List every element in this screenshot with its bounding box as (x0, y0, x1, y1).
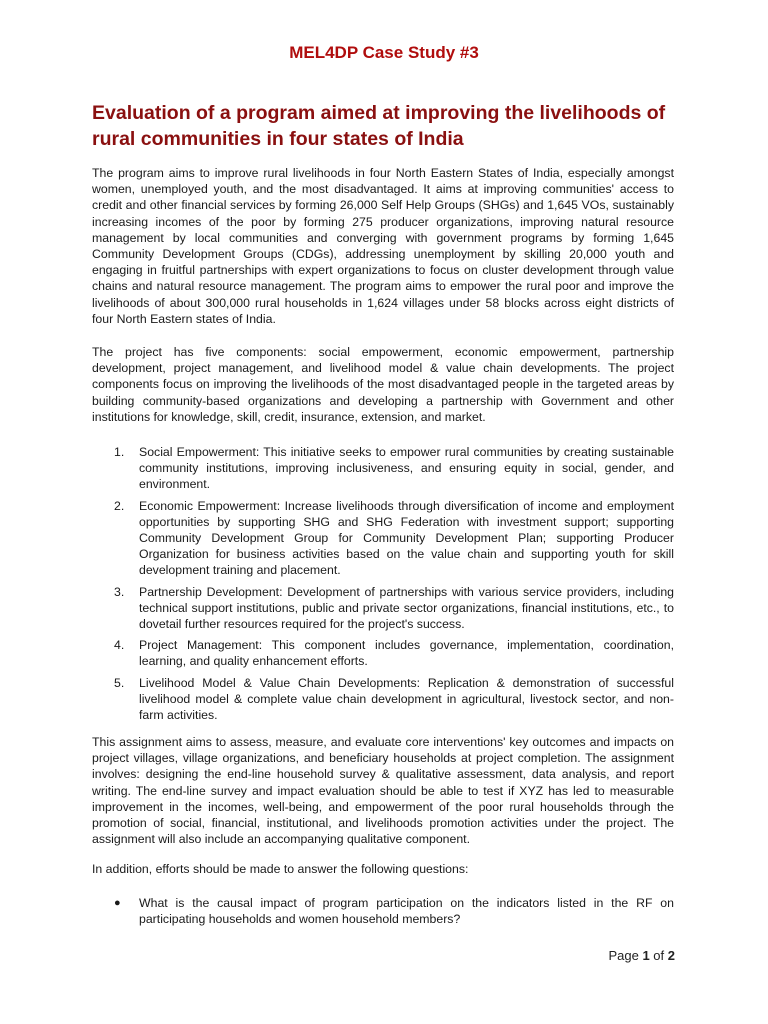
list-number: 4. (114, 638, 125, 653)
list-item-text: Economic Empowerment: Increase livelihoods through diversification of income and employment opportunities by supporting SHG and SHG Federation with investment support; supporting Community Development Group for Community Development Plan; supporting Producer Organization for business activities based on the value chain and supporting youth for skill development training and placement. (139, 498, 674, 578)
intro-paragraph: The program aims to improve rural livelihoods in four North Eastern States of India, especially amongst women, unemployed youth, and the most disadvantaged. It aims at improving communities' access to credit and other financial services by forming 26,000 Self Help Groups (SHGs) and 1,645 VOs, sustainably increasing incomes of the poor by forming 275 producer organizations, improving natural resource management by local communities and converging with government programs by forming 1,645 Community Development Groups (CDGs), addressing unemployment by skilling 20,000 youth and engaging in fruitful partnerships with expert organizations to focus on cluster development through value chains and natural resource management. The program aims to empower the rural poor and improve the livelihoods of about 300,000 rural households in 1,624 villages under 58 blocks across eight districts of four North Eastern states of India. (92, 166, 674, 326)
case-study-header: MEL4DP Case Study #3 (289, 43, 479, 62)
list-item (92, 444, 674, 493)
list-item (92, 895, 674, 927)
page-footer (608, 948, 675, 963)
bullet-icon: ● (114, 897, 121, 909)
assignment-paragraph: This assignment aims to assess, measure, and evaluate core interventions' key outcomes and impacts on project villages, village organizations, and beneficiary households at project completion. The assignment involves: designing the end-line household survey & qualitative assessment, data analysis, and report writing. The end-line survey and impact evaluation should be able to test if XYZ has led to measurable improvement in the incomes, well-being, and empowerment of the poor rural households through the promotion of social, financial, institutional, and livelihoods promotion activities under the project. The assignment will also include an accompanying qualitative component. (92, 735, 674, 847)
list-number: 2. (114, 498, 125, 513)
list-item-text: Partnership Development: Development of partnerships with various service providers, including technical support institutions, public and private sector organizations, financial institutions, etc., to dovetail further resources required for the project's success. (139, 584, 674, 632)
list-item-text: Livelihood Model & Value Chain Developments: Replication & demonstration of successful livelihood model & complete value chain development in agricultural, livestock sector, and non-farm activities. (139, 675, 674, 723)
page-label: Page (608, 948, 639, 963)
question-text: What is the causal impact of program participation on the indicators listed in the RF on participating households and women household members? (139, 896, 674, 927)
list-item-text: Social Empowerment: This initiative seeks to empower rural communities by creating sustainable community institutions, improving inclusiveness, and ensuring equity in social, gender, and environment. (139, 445, 674, 492)
of-label: of (653, 948, 665, 963)
document-title: Evaluation of a program aimed at improving the livelihoods of rural communities in four states of India (92, 102, 666, 150)
components-paragraph: The project has five components: social empowerment, economic empowerment, partnership development, project management, and livelihood model & value chain developments. The project components focus on improving the livelihoods of the most disadvantaged people in the targeted areas by building community-based organizations and developing a partnership with Government and other institutions for knowledge, skill, credit, insurance, extension, and market. (92, 345, 674, 424)
list-item (92, 498, 674, 579)
page-current: 1 (642, 948, 650, 963)
questions-list (92, 895, 674, 927)
list-item (92, 675, 674, 724)
list-item-text: Project Management: This component includes governance, implementation, coordination, learning, and quality enhancement efforts. (139, 638, 674, 669)
list-number: 5. (114, 675, 125, 690)
list-item (92, 584, 674, 633)
list-item (92, 637, 674, 669)
list-number: 3. (114, 584, 125, 599)
questions-intro: In addition, efforts should be made to answer the following questions: (92, 862, 469, 876)
page-total: 2 (667, 948, 675, 963)
components-list (92, 444, 674, 728)
list-number: 1. (114, 445, 125, 459)
